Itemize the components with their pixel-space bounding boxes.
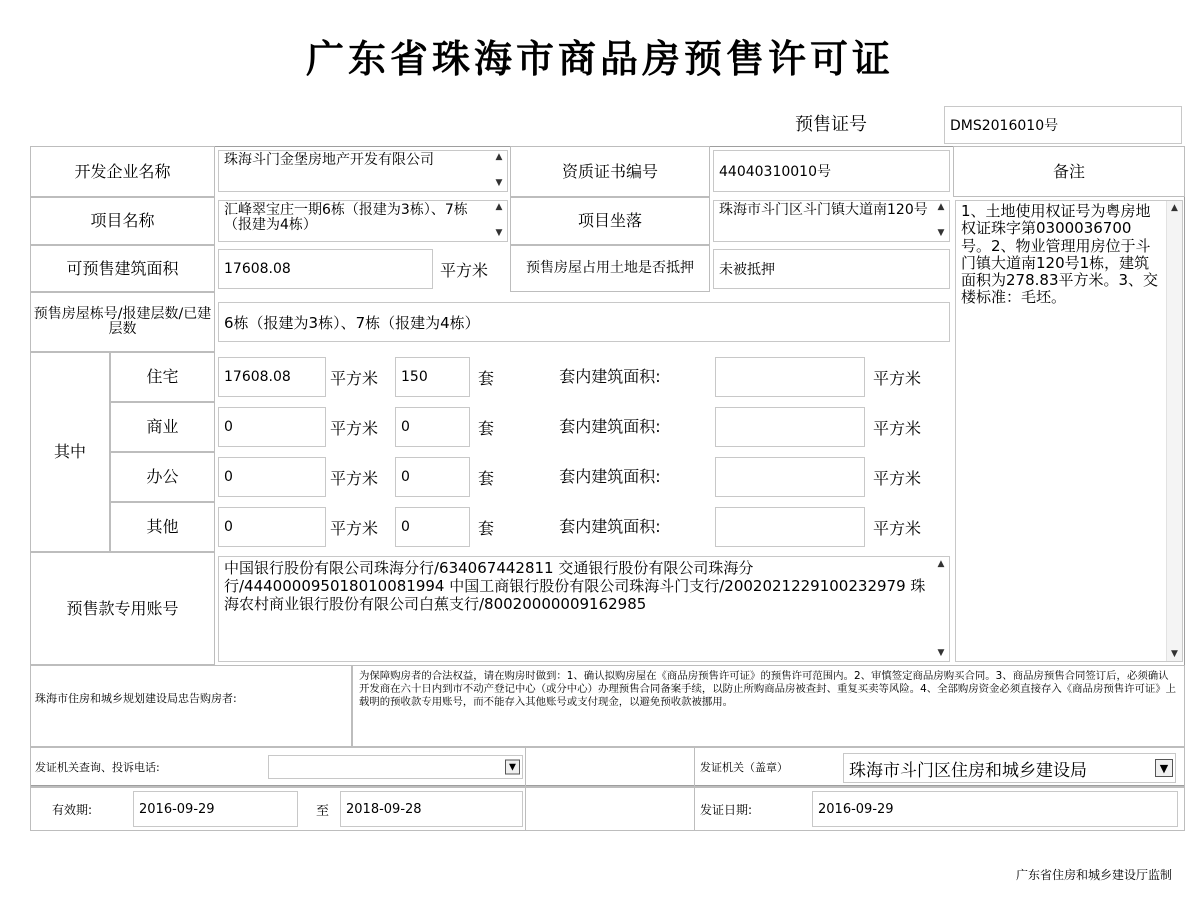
- cert-field[interactable]: 44040310010号: [713, 150, 950, 192]
- to-label: 至: [316, 803, 330, 819]
- inner-area-label: 套内建筑面积:: [559, 417, 661, 437]
- type-area-unit: 平方米: [330, 368, 379, 388]
- account-label: 预售款专用账号: [30, 552, 215, 665]
- type-area-unit: 平方米: [330, 468, 379, 488]
- valid-label: 有效期:: [52, 802, 93, 817]
- inner-area-unit: 平方米: [873, 418, 922, 438]
- presale-number-label: 预售证号: [795, 114, 867, 135]
- scroll-down-icon[interactable]: ▼: [937, 648, 945, 659]
- type-units-unit: 套: [478, 418, 495, 438]
- inner-area-label: 套内建筑面积:: [559, 467, 661, 487]
- issuer-select[interactable]: [843, 753, 1176, 783]
- scroll-up-icon[interactable]: ▲: [937, 559, 945, 569]
- inner-area-field[interactable]: [715, 507, 865, 547]
- complaint-select[interactable]: [268, 755, 523, 779]
- scroll-up-icon[interactable]: ▲: [495, 202, 503, 212]
- project-label: 项目名称: [30, 197, 215, 245]
- issue-date-field[interactable]: 2016-09-29: [812, 791, 1178, 827]
- scroll-up-icon[interactable]: ▲: [495, 152, 503, 162]
- type-label: 办公: [110, 452, 215, 502]
- type-label: 其他: [110, 502, 215, 552]
- building-label: 预售房屋栋号/报建层数/已建层数: [30, 292, 215, 352]
- project-field[interactable]: [218, 200, 508, 242]
- developer-value: 珠海斗门金堡房地产开发有限公司: [224, 152, 434, 168]
- cert-label: 资质证书编号: [510, 146, 710, 197]
- notice-label: 珠海市住房和城乡规划建设局忠告购房者:: [30, 665, 352, 747]
- inner-area-field[interactable]: [715, 457, 865, 497]
- type-units-unit: 套: [478, 468, 495, 488]
- type-area-field[interactable]: 17608.08: [218, 357, 326, 397]
- project-value: 汇峰翠宝庄一期6栋（报建为3栋）、7栋（报建为4栋）: [224, 202, 468, 234]
- valid-from-field[interactable]: 2016-09-29: [133, 791, 298, 827]
- issuer-value: 珠海市斗门区住房和城乡建设局: [849, 760, 1087, 781]
- area-label: 可预售建筑面积: [30, 245, 215, 292]
- type-area-field[interactable]: 0: [218, 407, 326, 447]
- type-area-field[interactable]: 0: [218, 507, 326, 547]
- inner-area-label: 套内建筑面积:: [559, 367, 661, 387]
- inner-area-unit: 平方米: [873, 368, 922, 388]
- scroll-down-icon[interactable]: ▼: [1171, 648, 1178, 659]
- dropdown-arrow-icon[interactable]: ▼: [1155, 759, 1173, 777]
- building-field[interactable]: 6栋（报建为3栋）、7栋（报建为4栋）: [218, 302, 950, 342]
- notice-text: 为保障购房者的合法权益，请在购房时做到：1、确认拟购房屋在《商品房预售许可证》的预售许可范围内。2、审慎签定商品房购买合同。3、商品房预售合同签订后，必须确认开发商在六十日内到市不动产登记中心（或分中心）办理预售合同备案手续，以防止所购商品房被查封、重复买卖等风险。4、全部购房资金必须直接存入《商品房预售许可证》上载明的预收款专用账号，而不能存入其他账号或支付现金，以避免预收款被挪用。: [352, 665, 1185, 747]
- location-label: 项目坐落: [510, 197, 710, 245]
- developer-label: 开发企业名称: [30, 146, 215, 197]
- valid-to-field[interactable]: 2018-09-28: [340, 791, 523, 827]
- inner-area-field[interactable]: [715, 357, 865, 397]
- remarks-value: 1、土地使用权证号为粤房地权证珠字第0300036700号。2、物业管理用房位于斗门镇大道南120号1栋，建筑面积为278.83平方米。3、交楼标准：毛坯。: [961, 202, 1159, 307]
- complaint-label: 发证机关查询、投诉电话:: [35, 761, 160, 774]
- type-units-field[interactable]: 0: [395, 507, 470, 547]
- scroll-down-icon[interactable]: ▼: [495, 228, 503, 239]
- type-units-field[interactable]: 0: [395, 457, 470, 497]
- remarks-label: 备注: [953, 146, 1185, 197]
- location-value: 珠海市斗门区斗门镇大道南120号: [719, 202, 928, 218]
- scroll-up-icon[interactable]: ▲: [1171, 203, 1178, 213]
- account-field[interactable]: [218, 556, 950, 662]
- validity-gap-cell: [525, 787, 695, 831]
- dropdown-arrow-icon[interactable]: ▼: [505, 760, 520, 775]
- type-units-field[interactable]: 0: [395, 407, 470, 447]
- location-field[interactable]: [713, 200, 950, 242]
- account-value: 中国银行股份有限公司珠海分行/634067442811 交通银行股份有限公司珠海分行/444000095018010081994 中国工商银行股份有限公司珠海斗门支行/2002021229100232979 珠海农村商业银行股份有限公司白蕉支行/80020000009162985: [224, 559, 926, 613]
- footer-credit: 广东省住房和城乡建设厅监制: [1015, 868, 1172, 882]
- issuer-gap-cell: [525, 747, 695, 787]
- remarks-field[interactable]: [955, 200, 1183, 662]
- area-unit: 平方米: [440, 260, 489, 280]
- type-area-unit: 平方米: [330, 518, 379, 538]
- issue-date-label: 发证日期:: [700, 802, 753, 817]
- inner-area-unit: 平方米: [873, 468, 922, 488]
- type-units-unit: 套: [478, 518, 495, 538]
- scroll-down-icon[interactable]: ▼: [937, 228, 945, 239]
- inner-area-label: 套内建筑面积:: [559, 517, 661, 537]
- among-label: 其中: [30, 352, 110, 552]
- developer-field[interactable]: [218, 150, 508, 192]
- page-title: 广东省珠海市商品房预售许可证: [305, 36, 894, 81]
- type-units-field[interactable]: 150: [395, 357, 470, 397]
- scroll-up-icon[interactable]: ▲: [937, 202, 945, 212]
- type-area-unit: 平方米: [330, 418, 379, 438]
- scroll-down-icon[interactable]: ▼: [495, 178, 503, 189]
- land-label: 预售房屋占用土地是否抵押: [510, 245, 710, 292]
- land-field[interactable]: 未被抵押: [713, 249, 950, 289]
- issuer-label: 发证机关（盖章）: [700, 761, 788, 774]
- inner-area-unit: 平方米: [873, 518, 922, 538]
- presale-number-field[interactable]: DMS2016010号: [944, 106, 1182, 144]
- type-area-field[interactable]: 0: [218, 457, 326, 497]
- type-label: 住宅: [110, 352, 215, 402]
- inner-area-field[interactable]: [715, 407, 865, 447]
- type-label: 商业: [110, 402, 215, 452]
- area-field[interactable]: 17608.08: [218, 249, 433, 289]
- type-units-unit: 套: [478, 368, 495, 388]
